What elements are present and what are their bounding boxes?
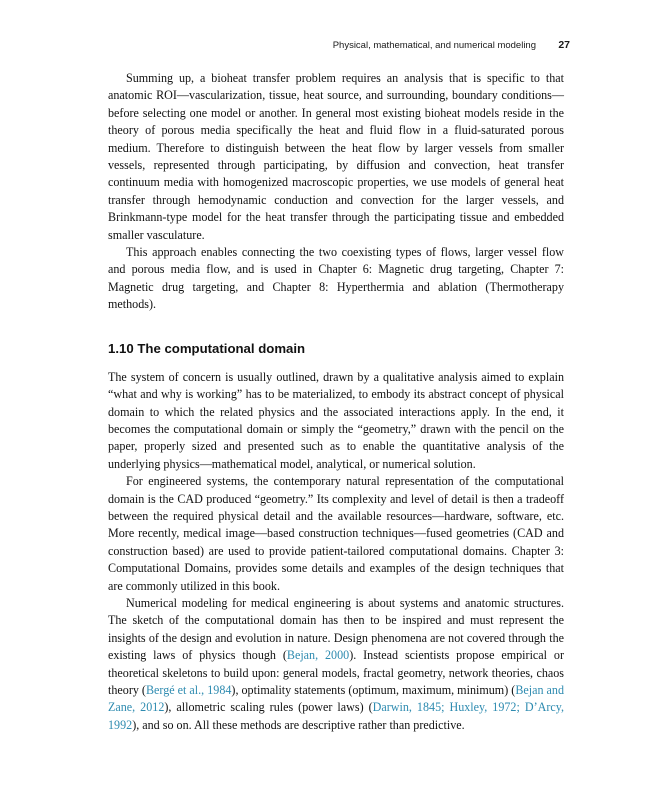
text-run: ), and so on. All these methods are descriptive rather than predictive. [132,717,465,732]
paragraph: Summing up, a bioheat transfer problem requires an analysis that is specific to that anatomic ROI—vascularization, tissue, heat source, and surrounding, boundary conditions—before selecting one model or another. In general most existing bioheat models reside in the theory of porous media specifically the heat and fluid flow in a fluid-saturated porous medium. Therefore to distinguish between the heat flow by larger vessels from smaller vessels, represented through participating, by diffusion and convection, heat transfer continuum media with homogenized macroscopic properties, we use models of general heat transfer through hemodynamic conduction and convection for the larger vessels, and Brinkmann-type model for the heat transfer through the participating tissue and embedded smaller vasculature. [108,71,564,242]
text-run: ). Instead scientists propose empirical or theoretical skeletons to build upon: general models, fractal geometry, network theories, chaos theory ( [108,648,564,697]
text-run: ), optimality statements (optimum, maximum, minimum) ( [231,683,516,697]
running-title: Physical, mathematical, and numerical modeling [332,40,536,51]
text-run: Numerical modeling for medical engineering is about systems and anatomic structures. The sketch of the computational domain has then to be inspired and must represent the insights of the design and evolution in nature. Design phenomena are not covered through the existing laws of physics though ( [108,595,564,663]
paragraph [108,595,564,734]
section-heading: 1.10 The computational domain [108,340,306,356]
citation-link[interactable]: Darwin, 1845; Huxley, 1972; D’Arcy, 1992 [108,700,565,732]
paragraph: This approach enables connecting the two coexisting types of flows, larger vessel flow and porous media flow, and is used in Chapter 6: Magnetic drug targeting, Chapter 7: Magnetic drug targeting, and Chapter 8: Hyperthermia and ablation (Thermotherapy methods). [108,245,564,312]
paragraph: For engineered systems, the contemporary natural representation of the computational domain is the CAD produced “geometry.” Its complexity and level of detail is then a tradeoff between the required physical detail and the available resources—hardware, software, etc. More recently, medical image—based construction techniques—fused geometries (CAD and construction based) are used to provide patient-tailored computational domains. Chapter 3: Computational Domains, provides some details and examples of the design techniques that are commonly utilized in this book. [108,474,564,593]
citation-link[interactable]: Bejan, 2000 [286,648,350,663]
body-text [108,70,564,734]
running-header [106,38,570,54]
text-run: ), allometric scaling rules (power laws) ( [164,700,373,715]
page-number: 27 [558,39,570,51]
paragraph: The system of concern is usually outlined, drawn by a qualitative analysis aimed to explain “what and why is working” has to be materialized, to embody its abstract concept of physical domain to which the related physics and the associated interactions apply. In the end, it becomes the computational domain or simply the “geometry,” drawn with the pencil on the paper, properly sized and presented such as to enable the quantitative analysis of the underlying physics—mathematical model, analytical, or numerical solution. [108,369,564,471]
citation-link[interactable]: Bejan and Zane, 2012 [108,683,565,715]
citation-link[interactable]: Bergé et al., 1984 [145,683,232,697]
